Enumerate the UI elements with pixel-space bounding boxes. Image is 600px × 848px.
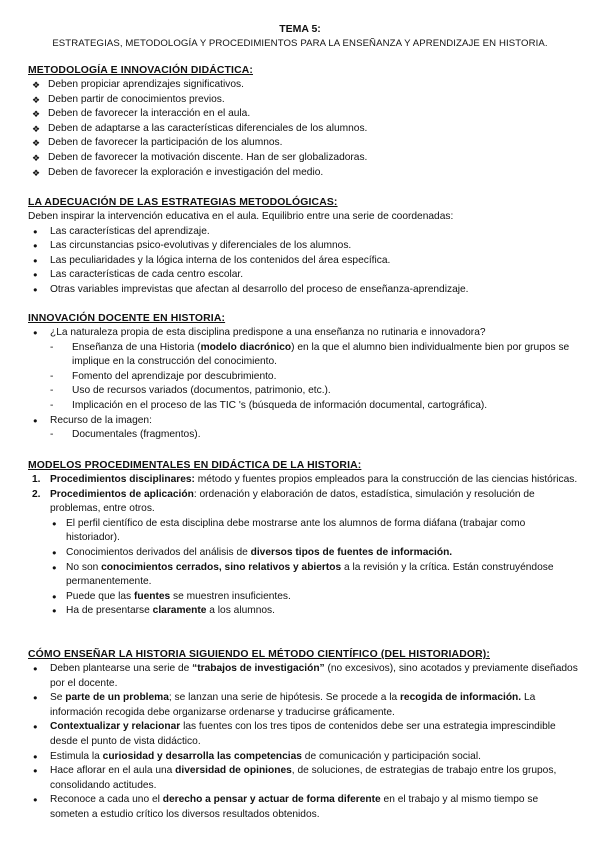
bullet-list xyxy=(28,414,578,429)
section-heading: INNOVACIÓN DOCENTE EN HISTORIA: xyxy=(28,313,226,324)
list-item: ❖ Deben de adaptarse a las características diferenciales de los alumnos. xyxy=(28,122,578,137)
dash-list xyxy=(28,341,578,414)
list-item: ● Estimula la curiosidad y desarrolla las competencias de comunicación y participación social. xyxy=(28,750,578,765)
section-heading: CÓMO ENSEÑAR LA HISTORIA SIGUIENDO EL MÉTODO CIENTÍFICO (DEL HISTORIADOR): xyxy=(28,649,490,660)
list-item: ● No son conocimientos cerrados, sino relativos y abiertos a la revisión y la crítica. Están construyéndose permanentemente. xyxy=(50,561,578,590)
section-heading: METODOLOGÍA E INNOVACIÓN DIDÁCTICA: xyxy=(28,65,253,76)
diamond-list xyxy=(28,78,578,180)
section-innovacion xyxy=(28,311,578,443)
list-item: ❖ Deben de favorecer la exploración e investigación del medio. xyxy=(28,166,578,181)
list-item: ● Hace aflorar en el aula una diversidad de opiniones, de soluciones, de estrategias de trabajo entre los grupos, consolidando actitudes. xyxy=(28,764,578,793)
numbered-list xyxy=(28,473,578,619)
list-item: ● Deben plantearse una serie de “trabajos de investigación” (no excesivos), sino acotados y previamente diseñados por el docente. xyxy=(28,662,578,691)
list-item: - Documentales (fragmentos). xyxy=(28,428,578,443)
dash-list xyxy=(28,428,578,443)
list-item: ● Conocimientos derivados del análisis de diversos tipos de fuentes de información. xyxy=(50,546,578,561)
section-metodologia xyxy=(28,63,578,180)
list-item: ❖ Deben propiciar aprendizajes significativos. xyxy=(28,78,578,93)
list-item: ● Otras variables imprevistas que afectan al desarrollo del proceso de enseñanza-aprendizaje. xyxy=(28,283,578,298)
list-item: ● El perfil científico de esta disciplina debe mostrarse ante los alumnos de forma diáfana (trabajar como historiador). xyxy=(50,517,578,546)
list-item: ● Las características de cada centro escolar. xyxy=(28,268,578,283)
page-subtitle: ESTRATEGIAS, METODOLOGÍA Y PROCEDIMIENTOS PARA LA ENSEÑANZA Y APRENDIZAJE EN HISTORIA. xyxy=(52,38,548,49)
list-item: ● Se parte de un problema; se lanzan una serie de hipótesis. Se procede a la recogida de información. La información recogida debe organizarse ordenarse y traducirse gráficamente. xyxy=(28,691,578,720)
section-intro: Deben inspirar la intervención educativa en el aula. Equilibrio entre una serie de coordenadas: xyxy=(28,211,454,222)
list-item: ● Las peculiaridades y la lógica interna de los contenidos del área específica. xyxy=(28,254,578,269)
page-title: TEMA 5: xyxy=(279,23,321,35)
list-item: ❖ Deben de favorecer la motivación discente. Han de ser globalizadoras. xyxy=(28,151,578,166)
list-item: - Uso de recursos variados (documentos, patrimonio, etc.). xyxy=(28,384,578,399)
bullet-list xyxy=(28,326,578,341)
list-item: ● Las circunstancias psico-evolutivas y diferenciales de los alumnos. xyxy=(28,239,578,254)
list-item: ● Contextualizar y relacionar las fuentes con los tres tipos de contenidos debe ser una estrategia imprescindible desde el punto de vista didáctico. xyxy=(28,720,578,749)
list-item: 1. Procedimientos disciplinares: método y fuentes propios empleados para la construcción de las ciencias históricas. xyxy=(32,474,578,485)
bullet-list xyxy=(28,662,578,823)
list-item: ● Reconoce a cada uno el derecho a pensar y actuar de forma diferente en el trabajo y al mismo tiempo se someten a estudio crítico los diversos resultados obtenidos. xyxy=(28,793,578,822)
list-item: - Enseñanza de una Historia (modelo diacrónico) en la que el alumno bien individualmente bien por grupos se implique en la construcción del conocimiento. xyxy=(28,341,578,370)
section-heading: LA ADECUACIÓN DE LAS ESTRATEGIAS METODOLÓGICAS: xyxy=(28,197,338,208)
section-metodo-cientifico xyxy=(28,647,578,823)
section-adecuacion xyxy=(28,195,578,298)
bullet-list xyxy=(28,225,578,298)
list-item: ❖ Deben partir de conocimientos previos. xyxy=(28,93,578,108)
list-item: ● Las características del aprendizaje. xyxy=(28,225,578,240)
list-item: 2. Procedimientos de aplicación: ordenación y elaboración de datos, estadística, simulación y resolución de problemas, entre otros. ● El perfil científico de esta disciplina debe mostrarse ante los alumnos de forma diáfana (trabajar como historiador). ● Conocimientos derivados del análisis de diversos tipos de fuentes de información. ● No son conocimientos cerrados, sino relativos y abiertos a la revisión y la crítica. Están construyéndose permanentemente. ● Puede que las fuentes se muestren insuficientes. ● Ha de presentarse claramente a los alumnos. xyxy=(28,488,578,619)
section-modelos xyxy=(28,458,578,619)
list-item: - Fomento del aprendizaje por descubrimiento. xyxy=(28,370,578,385)
list-item: - Implicación en el proceso de las TIC 's (búsqueda de información documental, cartográfica). xyxy=(28,399,578,414)
list-item: ● Puede que las fuentes se muestren insuficientes. xyxy=(50,590,578,605)
list-item: ● Ha de presentarse claramente a los alumnos. xyxy=(50,604,578,619)
list-item: ● Recurso de la imagen: xyxy=(28,414,578,429)
list-item: ❖ Deben de favorecer la interacción en el aula. xyxy=(28,107,578,122)
nested-bullet-list xyxy=(50,517,578,619)
section-heading: MODELOS PROCEDIMENTALES EN DIDÁCTICA DE LA HISTORIA: xyxy=(28,460,362,471)
list-item: ● ¿La naturaleza propia de esta disciplina predispone a una enseñanza no rutinaria e innovadora? xyxy=(28,326,578,341)
list-item: ❖ Deben de favorecer la participación de los alumnos. xyxy=(28,136,578,151)
